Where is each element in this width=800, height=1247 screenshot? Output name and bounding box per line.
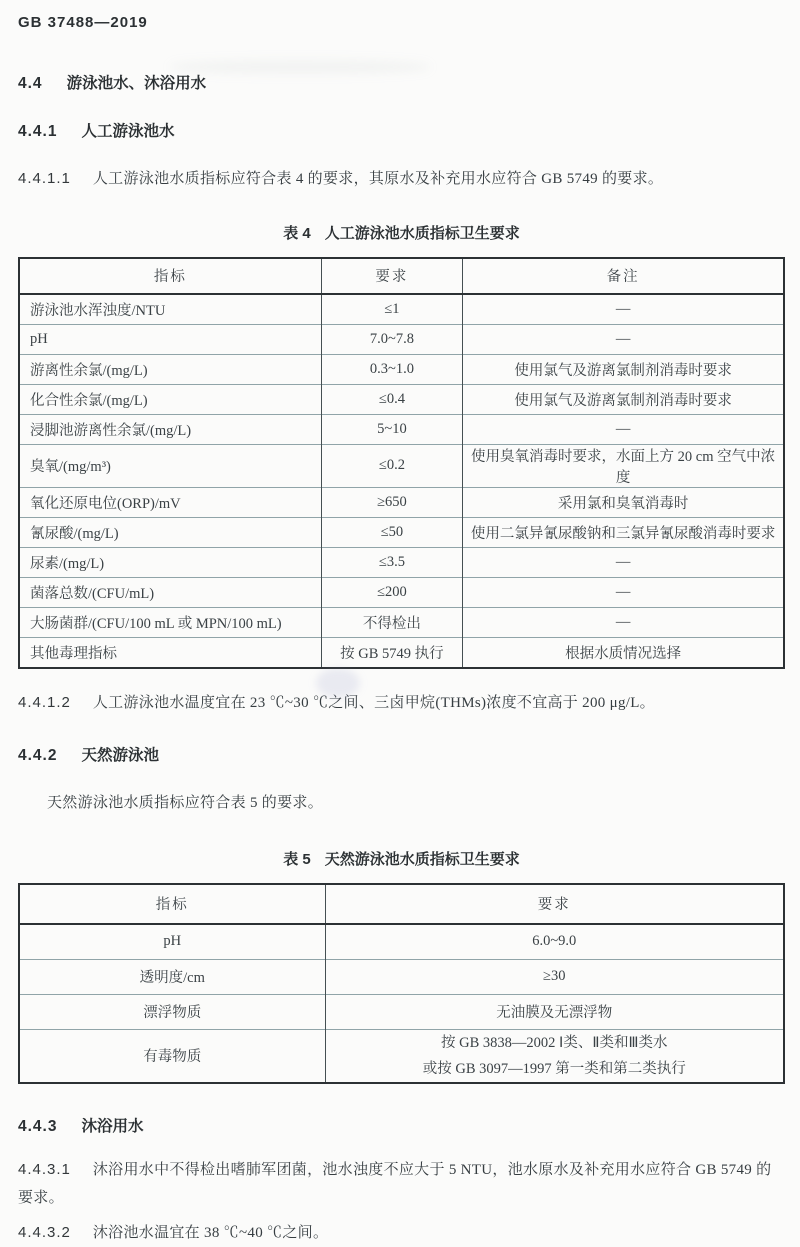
table-cell-line: 或按 GB 3097—1997 第一类和第二类执行 [422,1060,686,1077]
column-header: 要求 [325,884,784,924]
table4 [18,257,785,669]
table-cell: 尿素/(mg/L) [19,547,321,577]
table-cell: pH [19,324,321,354]
table-row [19,1029,784,1083]
table-row [19,547,784,577]
clause-4-4-1-2 [18,689,785,718]
table-cell: 7.0~7.8 [321,324,463,354]
table-cell: 使用氯气及游离氯制剂消毒时要求 [463,354,784,384]
table-cell: ≤50 [321,517,463,547]
section-heading-4-4-1 [18,119,785,141]
table-cell: 臭氧/(mg/m³) [19,444,321,487]
clause-text: 沐浴用水中不得检出嗜肺军团菌，池水浊度不应大于 5 NTU，池水原水及补充用水应符合 GB 5749 的要求。 [18,1161,772,1207]
table-row [19,324,784,354]
column-header: 备注 [463,258,784,294]
table-cell: 使用氯气及游离氯制剂消毒时要求 [463,384,784,414]
table-cell: 0.3~1.0 [321,354,463,384]
scan-smudge [316,668,360,698]
table-cell: 其他毒理指标 [19,637,321,668]
table-cell [325,1029,784,1083]
clause-title: 天然游泳池 [81,747,159,764]
table-cell: ≤0.2 [321,444,463,487]
table4-caption: 人工游泳池水质指标卫生要求 [324,224,520,242]
table-cell: 游泳池水浑浊度/NTU [19,294,321,325]
clause-text: 人工游泳池水质指标应符合表 4 的要求，其原水及补充用水应符合 GB 5749 的要求。 [92,171,664,187]
table-row [19,959,784,994]
section-heading-4-4-2 [18,743,785,765]
table5-title [18,848,785,869]
table-cell: ≤0.4 [321,384,463,414]
table-row [19,637,784,668]
clause-title: 人工游泳池水 [81,123,175,140]
table-cell: 按 GB 5749 执行 [321,637,463,668]
clause-text: 沐浴池水温宜在 38 ℃~40 ℃之间。 [92,1224,329,1241]
table-cell: — [463,414,784,444]
table-cell: — [463,294,784,325]
table-cell: 有毒物质 [19,1029,325,1083]
table-cell: 使用二氯异氰尿酸钠和三氯异氰尿酸消毒时要求 [463,517,784,547]
table-cell: 游离性余氯/(mg/L) [19,354,321,384]
table5 [18,883,785,1084]
table-header-row [19,258,784,294]
clause-number: 4.4.3 [18,1117,58,1135]
table4-label: 表 4 [283,224,311,242]
column-header: 要求 [321,258,463,294]
table-row [19,607,784,637]
clause-text: 人工游泳池水温度宜在 23 ℃~30 ℃之间、三卤甲烷(THMs)浓度不宜高于 200 μg/L。 [92,694,655,711]
clause-number: 4.4.2 [18,747,58,764]
table-cell: ≥650 [321,487,463,517]
table-row [19,354,784,384]
standard-number: GB 37488—2019 [18,14,148,31]
clause-4-4-1-1 [18,165,785,194]
table-cell: 采用氯和臭氧消毒时 [463,487,784,517]
table-cell: 漂浮物质 [19,994,325,1029]
table-cell: 化合性余氯/(mg/L) [19,384,321,414]
clause-4-4-3-1 [18,1156,785,1213]
clause-number: 4.4.1.2 [18,693,71,711]
clause-number: 4.4.1 [18,123,58,140]
table-row [19,444,784,487]
table-row [19,517,784,547]
table-cell: 5~10 [321,414,463,444]
table5-label: 表 5 [283,850,311,868]
table-cell: 氧化还原电位(ORP)/mV [19,487,321,517]
table-cell: 大肠菌群/(CFU/100 mL 或 MPN/100 mL) [19,607,321,637]
clause-number: 4.4.1.1 [18,170,71,187]
table-cell: ≥30 [325,959,784,994]
clause-number: 4.4.3.2 [18,1223,71,1241]
table-cell: 6.0~9.0 [325,924,784,960]
table-cell: 不得检出 [321,607,463,637]
table-cell: ≤200 [321,577,463,607]
table-row [19,294,784,325]
table-cell: pH [19,924,325,960]
clause-number: 4.4 [18,75,43,92]
table-cell: 浸脚池游离性余氯/(mg/L) [19,414,321,444]
table-cell: — [463,577,784,607]
table-cell: — [463,547,784,577]
clause-title: 游泳池水、沐浴用水 [66,75,207,92]
table-cell: 菌落总数/(CFU/mL) [19,577,321,607]
table-cell: — [463,324,784,354]
clause-title: 沐浴用水 [81,1117,144,1135]
scan-smudge [170,60,430,74]
table-cell: 透明度/cm [19,959,325,994]
table4-title [18,222,785,243]
table-header-row [19,884,784,924]
table-cell: 无油膜及无漂浮物 [325,994,784,1029]
table-row [19,577,784,607]
table-row [19,384,784,414]
column-header: 指标 [19,258,321,294]
section-heading-4-4 [18,71,785,93]
clause-4-4-3-2 [18,1219,785,1247]
table5-caption: 天然游泳池水质指标卫生要求 [324,850,520,868]
table-cell: 使用臭氧消毒时要求，水面上方 20 cm 空气中浓度 [463,444,784,487]
column-header: 指标 [19,884,325,924]
section-heading-4-4-3 [18,1114,785,1136]
table-cell: — [463,607,784,637]
table-cell: 氰尿酸/(mg/L) [19,517,321,547]
table-row [19,994,784,1029]
table-row [19,414,784,444]
table-cell: 根据水质情况选择 [463,637,784,668]
table-row [19,487,784,517]
table-cell: ≤3.5 [321,547,463,577]
table-row [19,924,784,960]
table-cell-line: 按 GB 3838—2002 Ⅰ类、Ⅱ类和Ⅲ类水 [441,1034,668,1051]
clause-number: 4.4.3.1 [18,1160,71,1178]
table-cell: ≤1 [321,294,463,325]
clause-4-4-2-intro: 天然游泳池水质指标应符合表 5 的要求。 [47,795,324,811]
